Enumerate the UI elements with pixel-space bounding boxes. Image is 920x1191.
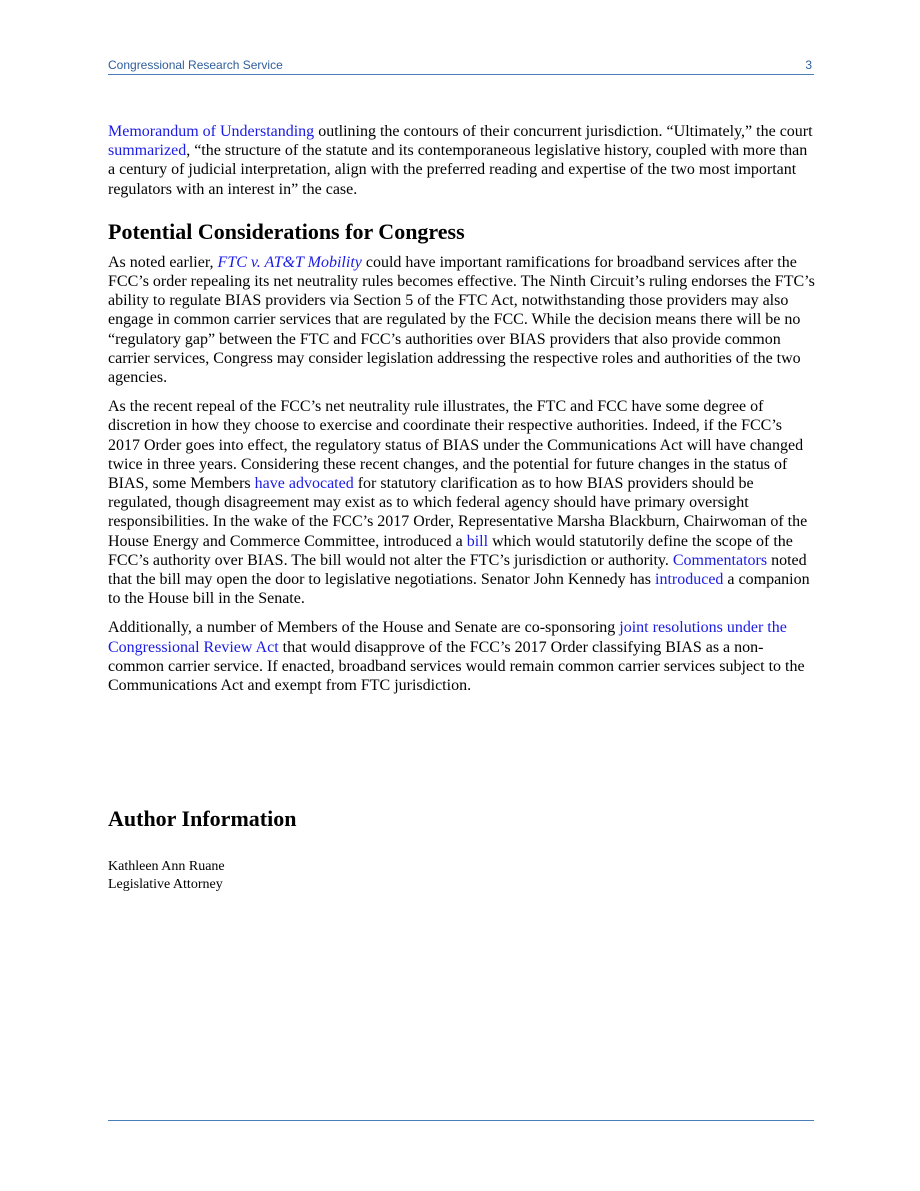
header-organization: Congressional Research Service [108, 58, 283, 72]
link-joint-resolutions-cra[interactable]: joint resolutions under the Congressional Review Act [108, 619, 787, 656]
section-heading: Potential Considerations for Congress [108, 218, 465, 244]
paragraph-text: noted that the bill may open the door to legislative negotiations. Senator John Kennedy has [108, 551, 807, 589]
footer-divider [108, 1120, 814, 1121]
paragraph-text: for statutory clarification as to how BIAS providers should be regulated, though disagreement may exist as to which federal agency should have primary oversight responsibilities. In the wake of the FCC’s 2017 Order, Representative Marsha Blackburn, Chairwoman of the House Energy and Commerce Committee, introduced a [108, 475, 808, 550]
page-header [108, 58, 814, 75]
paragraph-text: outlining the contours of their concurrent jurisdiction. “Ultimately,” the court [314, 123, 813, 140]
paragraph-text: which would statutorily define the scope of the FCC’s authority over BIAS. The bill would not alter the FTC’s jurisdiction or authority. [108, 532, 793, 569]
document-body [108, 122, 816, 705]
author-title: Legislative Attorney [108, 877, 223, 892]
author-information-heading: Author Information [108, 806, 297, 831]
paragraph-recent-repeal [108, 397, 816, 608]
link-introduced[interactable]: introduced [655, 571, 724, 589]
paragraph-text: As noted earlier, [108, 253, 218, 271]
paragraph-text: As the recent repeal of the FCC’s net neutrality rule illustrates, the FTC and FCC have some degree of discretion in how they choose to exercise and coordinate their respective authorities. Indeed, if the FCC’s 2017 Order goes into effect, the regulatory status of BIAS under the Communications Act will have changed twice in three years. Considering these recent changes, and the potential for future changes in the status of BIAS, some Members [108, 398, 804, 493]
link-have-advocated[interactable]: have advocated [254, 475, 354, 493]
paragraph-text: a companion to the House bill in the Senate. [108, 571, 810, 608]
paragraph-text: could have important ramifications for broadband services after the FCC’s order repealing its net neutrality rules becomes effective. The Ninth Circuit’s ruling endorses the FTC’s ability to regulate BIAS providers via Section 5 of the FTC Act, notwithstanding those providers may also engage in common carrier services that are regulated by the FCC. While the decision means there will be no “regulatory gap” between the FTC and FCC’s authorities over BIAS providers that also provide common carrier services, Congress may consider legislation addressing the respective roles and authorities of the two agencies. [108, 253, 815, 387]
link-memorandum-of-understanding[interactable]: Memorandum of Understanding [108, 123, 315, 140]
paragraph-additionally [108, 618, 816, 695]
paragraph-noted-earlier [108, 253, 816, 387]
link-commentators[interactable]: Commentators [672, 551, 768, 569]
link-ftc-v-att-mobility[interactable]: FTC v. AT&T Mobility [217, 253, 362, 271]
paragraph-text: , “the structure of the statute and its contemporaneous legislative history, coupled with more than a century of judicial interpretation, align with the preferred reading and expertise of the two most important regulators with an interest in” the case. [108, 142, 808, 198]
link-summarized[interactable]: summarized [108, 142, 187, 160]
link-bill[interactable]: bill [466, 532, 489, 550]
header-page-number: 3 [805, 58, 812, 72]
paragraph-text: Additionally, a number of Members of the House and Senate are co-sponsoring [108, 619, 620, 637]
author-block [108, 858, 225, 894]
paragraph-continuation [108, 122, 816, 199]
author-name: Kathleen Ann Ruane [108, 859, 225, 874]
paragraph-text: that would disapprove of the FCC’s 2017 Order classifying BIAS as a non-common carrier service. If enacted, broadband services would remain common carrier services subject to the Communications Act and exempt from FTC jurisdiction. [108, 638, 805, 695]
